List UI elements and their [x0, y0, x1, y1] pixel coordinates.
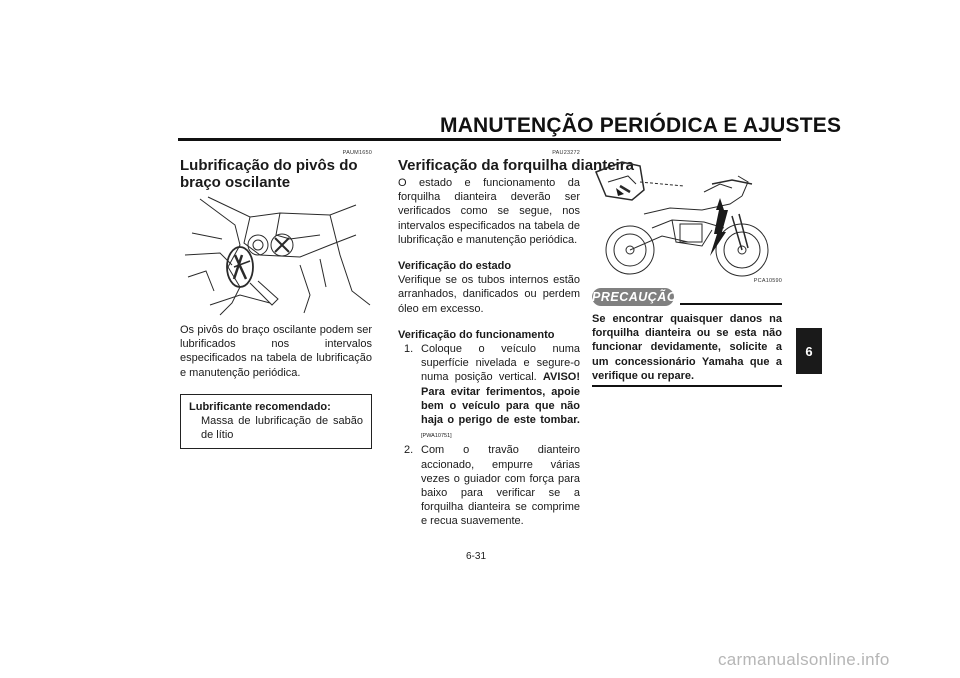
- condition-check-title: Verificação do estado: [398, 260, 512, 273]
- caution-rule: [680, 303, 782, 305]
- step1-instruction: Coloque o veículo numa superfície nivelada e segure-o numa posição vertical.: [421, 343, 580, 384]
- column-caution: [592, 150, 782, 387]
- section-code: PAU23272: [552, 150, 580, 156]
- header-rule: [178, 138, 781, 141]
- swingarm-body-text: Os pivôs do braço oscilante podem ser lubrificados nos intervalos especificados na tabela de lubrificação e manutenção periódica.: [180, 324, 372, 379]
- condition-check-body: Verifique se os tubos internos estão arranhados, danificados ou perdem óleo em excesso.: [398, 274, 580, 315]
- caution-label: PRECAUÇÃO: [592, 290, 678, 304]
- figure-code: PCA10590: [753, 278, 782, 284]
- caution-header: [592, 288, 782, 308]
- motorcycle-fork-compression-illustration-icon: [592, 154, 782, 282]
- watermark: carmanualsonline.info: [718, 650, 890, 669]
- step-text: [421, 342, 580, 443]
- lubricant-box-value: Massa de lubrificação de sabão de lítio: [201, 415, 363, 442]
- lubricant-box-title: Lubrificante recomendado:: [189, 400, 331, 413]
- list-item: [398, 342, 580, 443]
- list-item: [398, 443, 580, 528]
- section-title-swingarm: Lubrificação do pivôs do braço oscilante: [180, 157, 358, 191]
- step-number: 1.: [404, 343, 414, 356]
- page-header-title: MANUTENÇÃO PERIÓDICA E AJUSTES: [440, 114, 842, 137]
- step-text: Com o travão dianteiro accionado, empurre várias vezes o guiador com força para baixo para verificar se a forquilha dianteira se comprime e recua suavemente.: [421, 444, 580, 528]
- operation-steps: [398, 342, 580, 529]
- recommended-lubricant-box: [180, 394, 372, 450]
- chapter-tab: 6: [796, 328, 822, 374]
- section-title-front-fork: Verificação da forquilha dianteira: [398, 157, 634, 174]
- operation-check-title: Verificação do funcionamento: [398, 328, 555, 341]
- column-swingarm: [180, 150, 372, 449]
- caution-end-rule: [592, 385, 782, 387]
- step1-warning: AVISO! Para evitar ferimentos, apoie bem o veículo para que não haja o perigo de este tombar.: [421, 371, 580, 427]
- front-fork-intro: O estado e funcionamento da forquilha dianteira deverão ser verificados como se segue, nos intervalos especificados na tabela de lubrificação e manutenção periódica.: [398, 177, 580, 246]
- swingarm-pivot-illustration-icon: [180, 195, 372, 317]
- column-front-fork: [398, 150, 634, 529]
- warning-code: [PWA10751]: [421, 433, 452, 440]
- caution-text: Se encontrar quaisquer danos na forquilha dianteira ou se esta não funcionar devidamente, solicite a um concessionário Yamaha que a verifique ou repare.: [592, 313, 782, 382]
- step-number: 2.: [404, 444, 414, 457]
- section-code: PAUM1650: [342, 150, 372, 156]
- page-number: 6-31: [466, 551, 487, 562]
